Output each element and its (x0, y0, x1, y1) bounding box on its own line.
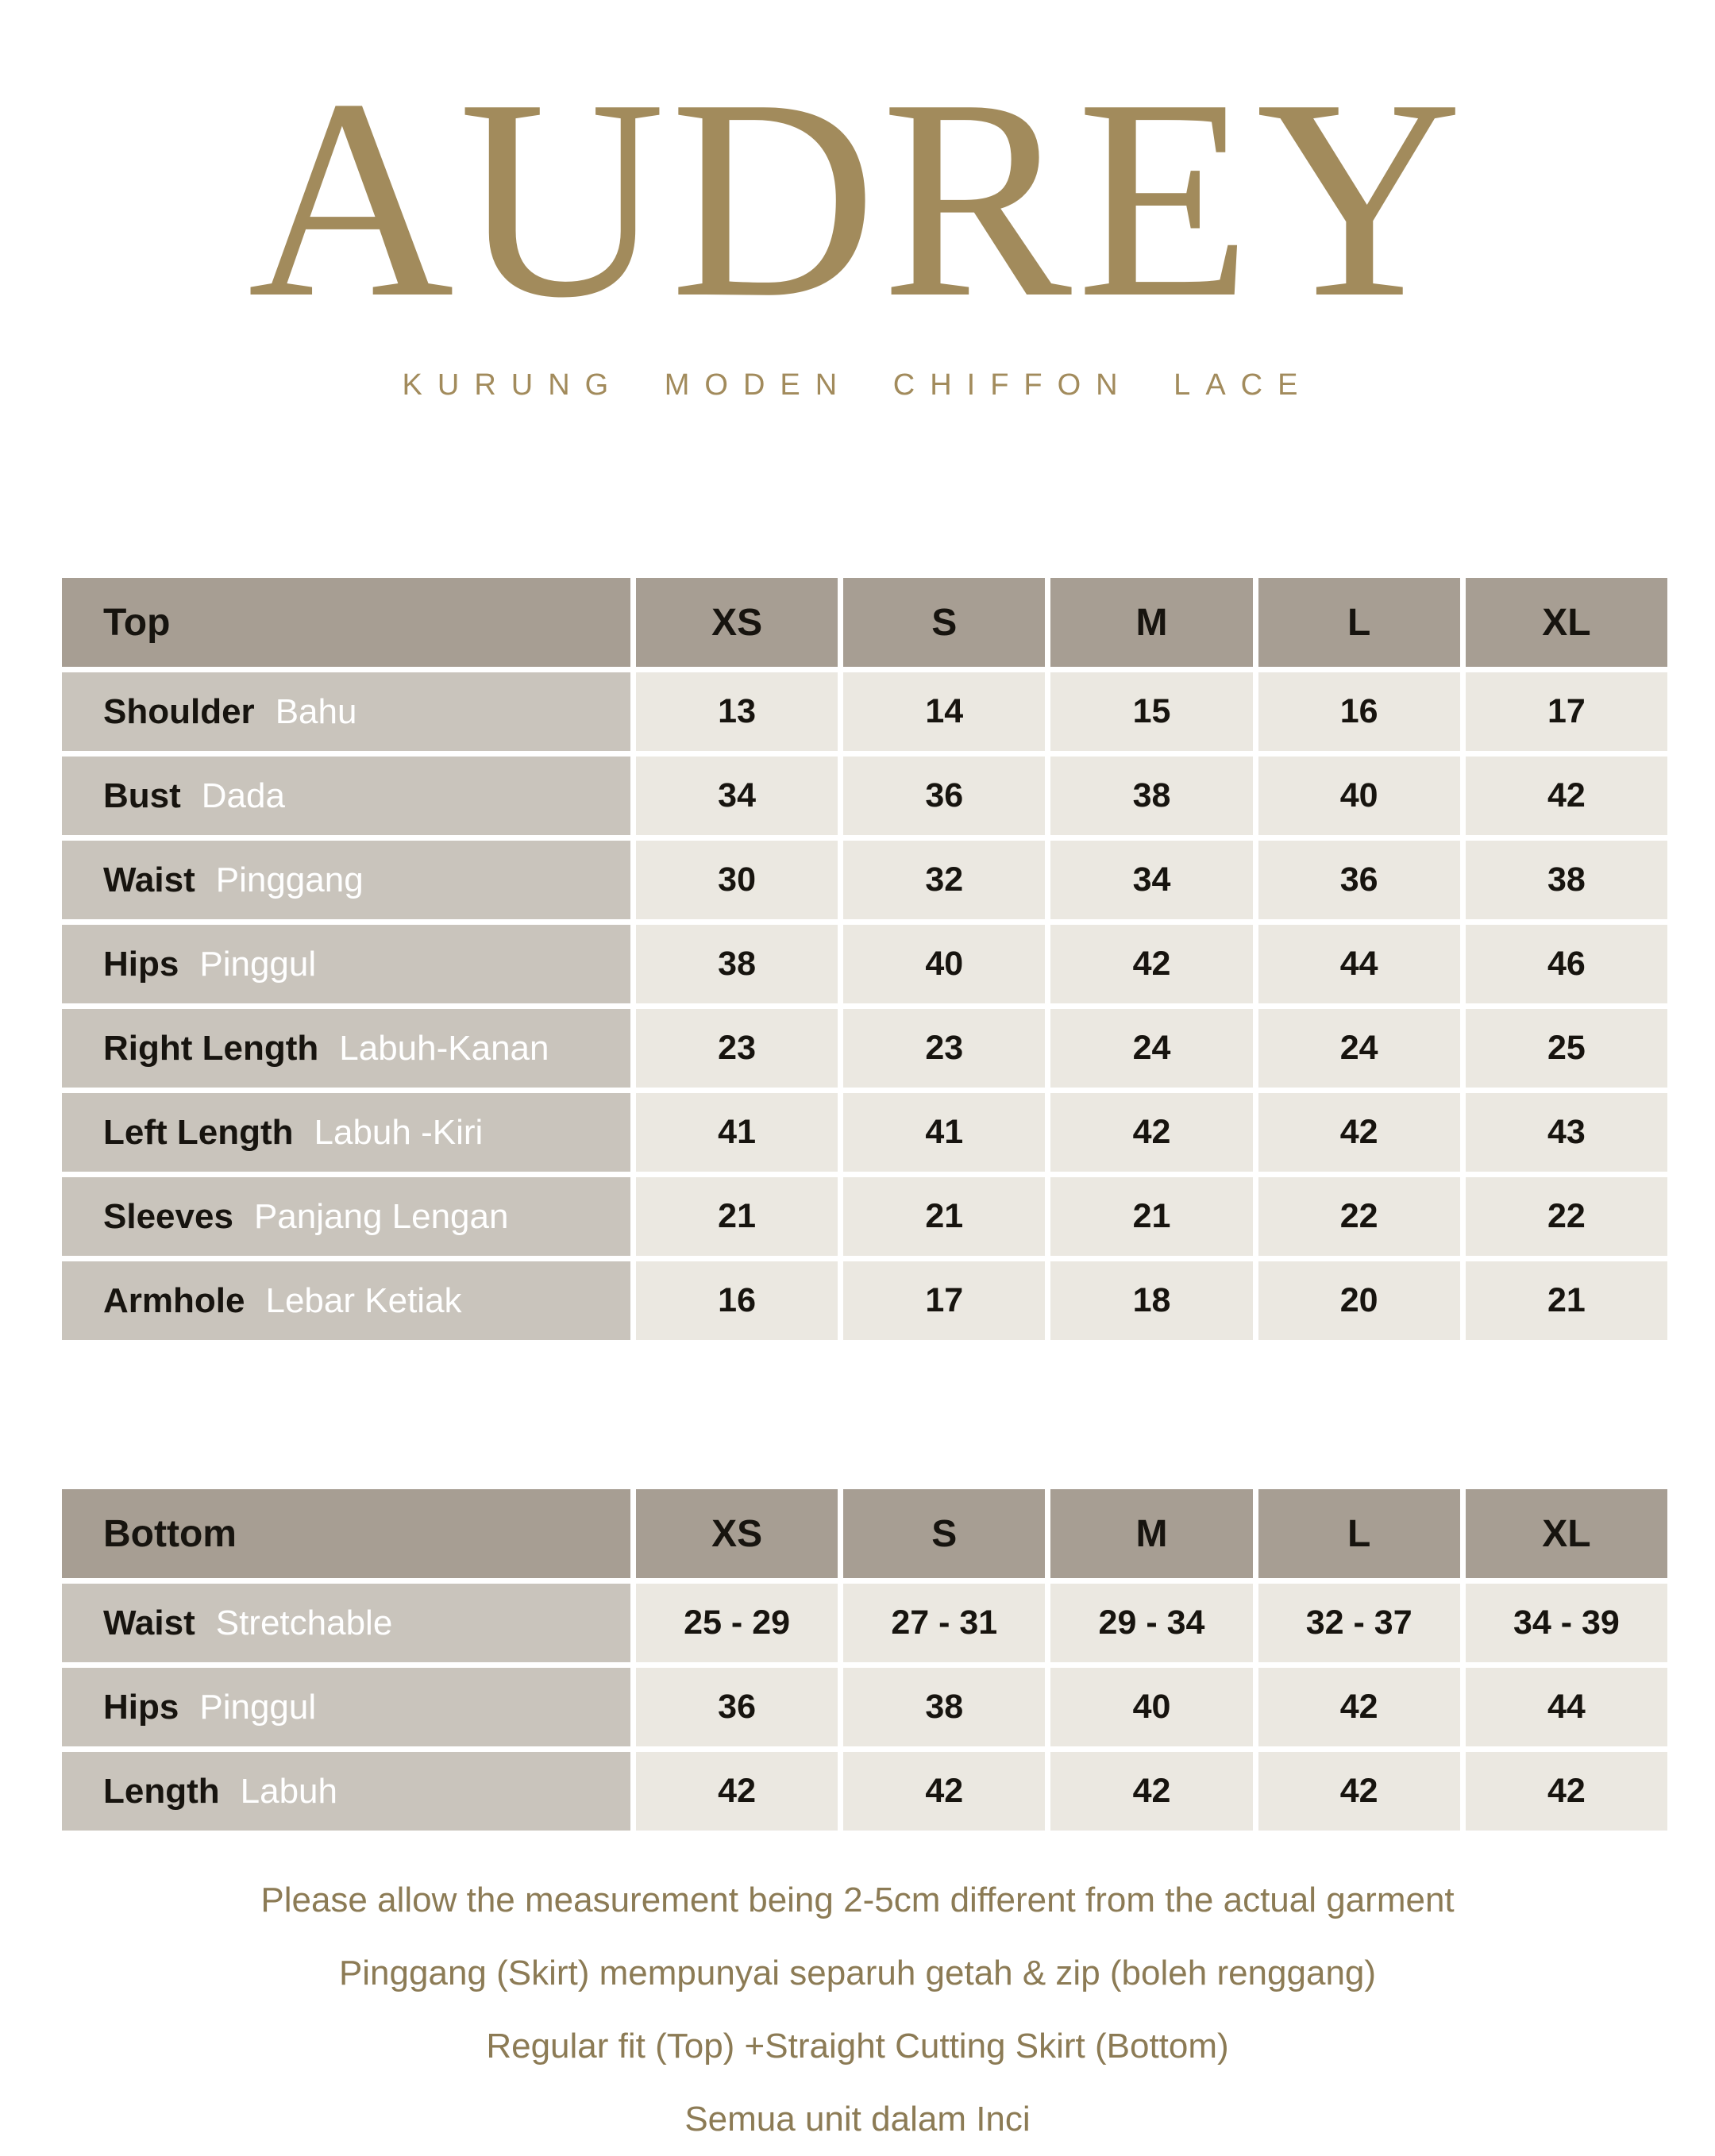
measurement-value: 43 (1466, 1093, 1667, 1172)
row-label-en: Armhole (103, 1280, 245, 1320)
size-col-header-s (843, 578, 1045, 667)
page-subtitle: KURUNG MODEN CHIFFON LACE (402, 368, 1313, 402)
size-col-header-l (1258, 578, 1460, 667)
measurement-value: 34 - 39 (1466, 1584, 1667, 1662)
size-label: XS (711, 1512, 763, 1555)
measurement-value: 27 - 31 (843, 1584, 1045, 1662)
size-label: L (1347, 1512, 1371, 1555)
measurement-value: 40 (1258, 757, 1460, 835)
measurement-value: 32 - 37 (1258, 1584, 1460, 1662)
footer-notes (0, 1864, 1715, 2156)
row-label-my: Pinggul (199, 944, 317, 984)
size-label: XL (1542, 1512, 1591, 1555)
row-label-bust (62, 757, 630, 835)
row-label-my: Stretchable (215, 1603, 393, 1642)
row-label-armhole (62, 1261, 630, 1340)
measurement-value: 17 (843, 1261, 1045, 1340)
size-col-header-m (1050, 578, 1252, 667)
measurement-value: 42 (1050, 1093, 1252, 1172)
measurement-value: 42 (1258, 1093, 1460, 1172)
top-table-title: Top (103, 601, 171, 644)
title-block (0, 40, 1715, 402)
row-label-my: Pinggul (199, 1687, 317, 1727)
measurement-value: 38 (636, 925, 838, 1003)
size-col-header-xl (1466, 1489, 1667, 1578)
measurement-value: 21 (1050, 1177, 1252, 1256)
measurement-value: 21 (843, 1177, 1045, 1256)
bottom-table-title: Bottom (103, 1512, 237, 1555)
row-label-my: Pinggang (215, 860, 364, 899)
top-size-table (62, 578, 1667, 1340)
measurement-value: 34 (636, 757, 838, 835)
row-label-en: Right Length (103, 1028, 319, 1068)
measurement-value: 20 (1258, 1261, 1460, 1340)
size-label: XL (1542, 601, 1591, 644)
measurement-value: 30 (636, 841, 838, 919)
size-label: L (1347, 601, 1371, 644)
row-label-my: Lebar Ketiak (265, 1280, 462, 1320)
measurement-value: 17 (1466, 672, 1667, 751)
measurement-value: 42 (1466, 1752, 1667, 1831)
measurement-value: 14 (843, 672, 1045, 751)
row-label-my: Labuh -Kiri (314, 1112, 484, 1152)
measurement-value: 42 (843, 1752, 1045, 1831)
row-label-en: Shoulder (103, 691, 255, 731)
measurement-value: 15 (1050, 672, 1252, 751)
row-label-my: Labuh-Kanan (339, 1028, 549, 1068)
measurement-value: 41 (636, 1093, 838, 1172)
measurement-value: 42 (1258, 1752, 1460, 1831)
row-label-my: Labuh (240, 1771, 337, 1811)
row-label-sleeves (62, 1177, 630, 1256)
measurement-value: 42 (1258, 1668, 1460, 1746)
measurement-value: 21 (1466, 1261, 1667, 1340)
size-col-header-s (843, 1489, 1045, 1578)
row-label-waist (62, 841, 630, 919)
measurement-value: 16 (1258, 672, 1460, 751)
size-label: S (931, 1512, 958, 1555)
row-label-waist-bottom (62, 1584, 630, 1662)
measurement-value: 36 (843, 757, 1045, 835)
measurement-value: 42 (1050, 1752, 1252, 1831)
measurement-value: 36 (636, 1668, 838, 1746)
size-label: XS (711, 601, 763, 644)
measurement-value: 16 (636, 1261, 838, 1340)
measurement-value: 23 (843, 1009, 1045, 1088)
measurement-value: 42 (636, 1752, 838, 1831)
row-label-en: Hips (103, 944, 179, 984)
footer-note-line: Pinggang (Skirt) mempunyai separuh getah & zip (boleh renggang) (338, 1954, 1377, 1992)
row-label-en: Waist (103, 1603, 195, 1642)
row-label-en: Left Length (103, 1112, 294, 1152)
measurement-value: 38 (1466, 841, 1667, 919)
size-col-header-xs (636, 578, 838, 667)
row-label-en: Waist (103, 860, 195, 899)
measurement-value: 38 (843, 1668, 1045, 1746)
size-label: S (931, 601, 958, 644)
measurement-value: 25 (1466, 1009, 1667, 1088)
measurement-value: 23 (636, 1009, 838, 1088)
measurement-value: 24 (1050, 1009, 1252, 1088)
measurement-value: 34 (1050, 841, 1252, 919)
measurement-value: 21 (636, 1177, 838, 1256)
measurement-value: 25 - 29 (636, 1584, 838, 1662)
top-table-header (62, 578, 630, 667)
row-label-en: Length (103, 1771, 220, 1811)
measurement-value: 40 (1050, 1668, 1252, 1746)
row-label-my: Panjang Lengan (253, 1196, 509, 1236)
row-label-length-bottom (62, 1752, 630, 1831)
size-col-header-l (1258, 1489, 1460, 1578)
page-title: AUDREY (248, 40, 1467, 356)
size-col-header-xs (636, 1489, 838, 1578)
measurement-value: 42 (1050, 925, 1252, 1003)
measurement-value: 42 (1466, 757, 1667, 835)
measurement-value: 24 (1258, 1009, 1460, 1088)
row-label-my: Dada (201, 776, 285, 815)
measurement-value: 40 (843, 925, 1045, 1003)
size-col-header-xl (1466, 578, 1667, 667)
measurement-value: 32 (843, 841, 1045, 919)
row-label-en: Hips (103, 1687, 179, 1727)
row-label-hips-bottom (62, 1668, 630, 1746)
size-label: M (1135, 1512, 1168, 1555)
size-col-header-m (1050, 1489, 1252, 1578)
measurement-value: 29 - 34 (1050, 1584, 1252, 1662)
bottom-size-table (62, 1489, 1667, 1831)
measurement-value: 41 (843, 1093, 1045, 1172)
measurement-value: 44 (1466, 1668, 1667, 1746)
size-label: M (1135, 601, 1168, 644)
measurement-value: 38 (1050, 757, 1252, 835)
measurement-value: 18 (1050, 1261, 1252, 1340)
footer-note-line: Semua unit dalam Inci (684, 2100, 1031, 2139)
measurement-value: 13 (636, 672, 838, 751)
measurement-value: 22 (1258, 1177, 1460, 1256)
row-label-right-length (62, 1009, 630, 1088)
row-label-my: Bahu (275, 691, 357, 731)
bottom-table-header (62, 1489, 630, 1578)
row-label-shoulder (62, 672, 630, 751)
row-label-en: Sleeves (103, 1196, 233, 1236)
measurement-value: 46 (1466, 925, 1667, 1003)
measurement-value: 36 (1258, 841, 1460, 919)
row-label-hips (62, 925, 630, 1003)
footer-note-line: Please allow the measurement being 2-5cm different from the actual garment (260, 1881, 1455, 1919)
measurement-value: 22 (1466, 1177, 1667, 1256)
row-label-en: Bust (103, 776, 181, 815)
footer-note-line: Regular fit (Top) +Straight Cutting Skirt (Bottom) (486, 2027, 1229, 2066)
measurement-value: 44 (1258, 925, 1460, 1003)
row-label-left-length (62, 1093, 630, 1172)
